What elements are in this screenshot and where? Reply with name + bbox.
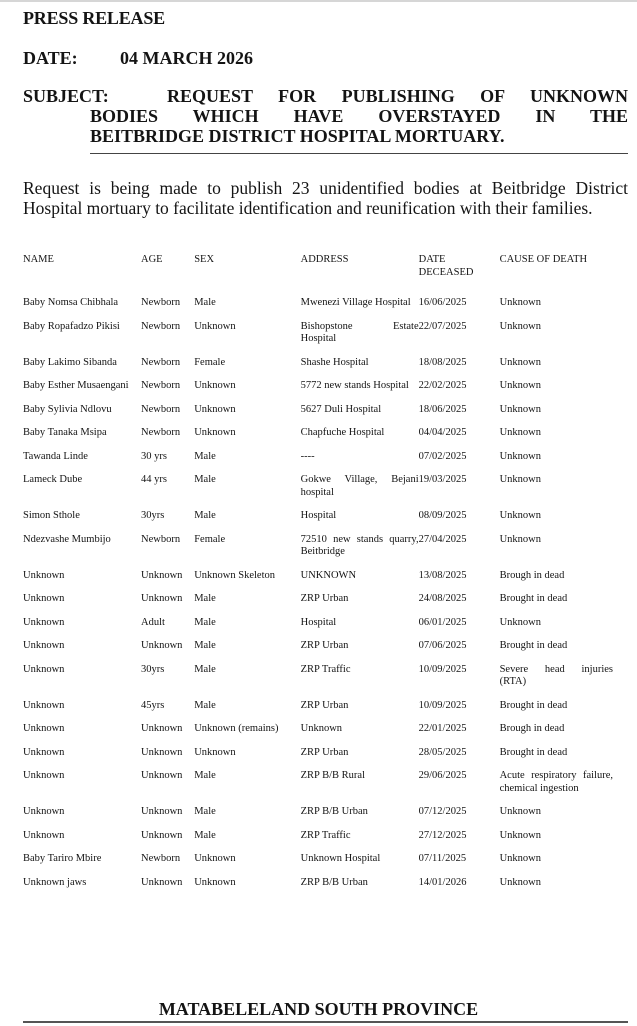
table-row [23, 664, 613, 700]
cell-age: Newborn [141, 427, 181, 438]
cell-name: Unknown [23, 663, 65, 675]
cell-date-deceased: 14/01/2026 [418, 876, 467, 888]
cell-address: Hospital [300, 616, 337, 628]
cell-address: Bishopstone Estate Hospital [300, 320, 419, 344]
cell-address: Chapfuche Hospital [300, 427, 385, 438]
cell-sex: Male [194, 474, 216, 485]
cell-date-deceased: 10/09/2025 [418, 699, 467, 711]
cell-name: Unknown [23, 770, 65, 781]
cell-sex: Male [194, 616, 216, 628]
cell-date-deceased: 18/06/2025 [418, 403, 467, 415]
cell-sex: Male [194, 640, 216, 651]
cell-age: 44 yrs [141, 474, 167, 485]
cell-cause-of-death: Unknown [499, 403, 542, 415]
date-label: DATE: [23, 48, 78, 68]
cell-cause-of-death: Unknown [499, 427, 542, 438]
cell-sex: Unknown [194, 746, 236, 758]
table-row [23, 640, 613, 664]
cell-date-deceased: 28/05/2025 [418, 746, 467, 758]
cell-address: Hospital [300, 510, 337, 521]
cell-address: ZRP Urban [300, 640, 349, 651]
table-row [23, 770, 613, 806]
cell-address: ZRP B/B Urban [300, 806, 368, 817]
footer-rule [23, 1021, 628, 1023]
cell-age: Newborn [141, 380, 181, 391]
cell-date-deceased: 07/11/2025 [418, 853, 467, 864]
cell-date-deceased: 22/02/2025 [418, 380, 467, 391]
cell-name: Unknown [23, 593, 65, 604]
table-row [23, 380, 613, 404]
cell-date-deceased: 13/08/2025 [418, 569, 467, 581]
cell-date-deceased: 27/12/2025 [418, 829, 467, 841]
header-cause-of-death: CAUSE OF DEATH [499, 254, 588, 265]
cell-date-deceased: 06/01/2025 [418, 616, 467, 628]
cell-name: Lameck Dube [23, 474, 83, 485]
subject-label: SUBJECT: [23, 86, 109, 106]
cell-name: Baby Nomsa Chibhala [23, 297, 119, 308]
header-age: AGE [141, 254, 163, 265]
cell-cause-of-death: Unknown [499, 853, 542, 864]
cell-address: ---- [300, 450, 315, 462]
cell-date-deceased: 16/06/2025 [418, 297, 467, 308]
cell-date-deceased: 29/06/2025 [418, 770, 467, 781]
cell-address: ZRP Urban [300, 699, 349, 711]
cell-name: Unknown [23, 616, 65, 628]
cell-age: Unknown [141, 770, 183, 781]
cell-sex: Male [194, 593, 216, 604]
cell-name: Simon Sthole [23, 510, 80, 521]
cell-date-deceased: 07/02/2025 [418, 450, 467, 462]
cell-age: Unknown [141, 723, 183, 734]
cell-age: Newborn [141, 853, 181, 864]
cell-age: Unknown [141, 746, 183, 758]
table-row [23, 617, 613, 641]
cell-sex: Unknown [194, 427, 236, 438]
cell-cause-of-death: Unknown [499, 616, 542, 628]
cell-cause-of-death: Brough in dead [499, 569, 565, 581]
cell-cause-of-death: Unknown [499, 806, 542, 817]
cell-sex: Male [194, 510, 216, 521]
cell-sex: Male [194, 699, 216, 711]
cell-sex: Unknown [194, 320, 236, 332]
cell-address: ZRP Urban [300, 746, 349, 758]
table-row [23, 451, 613, 475]
cell-cause-of-death: Unknown [499, 380, 542, 391]
cell-cause-of-death: Unknown [499, 297, 542, 308]
cell-name: Tawanda Linde [23, 450, 88, 462]
table-row [23, 806, 613, 830]
cell-age: Newborn [141, 297, 181, 308]
cell-date-deceased: 22/07/2025 [418, 320, 467, 332]
cell-age: Newborn [141, 533, 181, 545]
cell-name: Unknown jaws [23, 876, 87, 888]
header-sex: SEX [194, 254, 215, 265]
cell-cause-of-death: Unknown [499, 876, 542, 888]
table-row [23, 723, 613, 747]
cell-cause-of-death: Acute respiratory failure, chemical ingestion [499, 770, 613, 794]
cell-name: Baby Ropafadzo Pikisi [23, 320, 120, 332]
cell-sex: Female [194, 533, 226, 545]
cell-name: Unknown [23, 569, 65, 581]
cell-sex: Unknown [194, 876, 236, 888]
table-row [23, 830, 613, 854]
cell-sex: Male [194, 297, 216, 308]
cell-name: Ndezvashe Mumbijo [23, 533, 111, 545]
document-title: PRESS RELEASE [23, 8, 165, 28]
cell-date-deceased: 18/08/2025 [418, 356, 467, 368]
cell-age: Newborn [141, 320, 181, 332]
cell-cause-of-death: Brought in dead [499, 699, 568, 711]
cell-cause-of-death: Unknown [499, 533, 542, 545]
cell-age: Unknown [141, 593, 183, 604]
table-row [23, 877, 613, 901]
cell-cause-of-death: Severe head injuries (RTA) [499, 663, 613, 687]
cell-sex: Unknown Skeleton [194, 569, 275, 581]
cell-age: 30 yrs [141, 450, 167, 462]
header-address: ADDRESS [300, 254, 349, 265]
header-date-deceased: DATE DECEASED [418, 254, 474, 278]
table-row [23, 474, 613, 510]
cell-sex: Male [194, 806, 216, 817]
subject-line: BEITBRIDGE DISTRICT HOSPITAL MORTUARY. [90, 126, 505, 146]
table-row [23, 593, 613, 617]
table-header-row [23, 254, 613, 297]
unidentified-bodies-table [23, 254, 613, 900]
cell-sex: Male [194, 450, 216, 462]
table-row [23, 297, 613, 321]
cell-sex: Male [194, 770, 216, 781]
cell-cause-of-death: Unknown [499, 474, 542, 485]
cell-sex: Female [194, 356, 226, 368]
cell-cause-of-death: Unknown [499, 450, 542, 462]
cell-address: 72510 new stands quarry, Beitbridge [300, 533, 419, 557]
cell-sex: Unknown [194, 380, 236, 391]
cell-cause-of-death: Unknown [499, 829, 542, 841]
intro-paragraph: Request is being made to publish 23 unidentified bodies at Beitbridge District Hospital mortuary to facilitate identification and reunification with their families. [23, 178, 628, 218]
table-row [23, 570, 613, 594]
cell-address: ZRP Traffic [300, 663, 351, 675]
table-row [23, 853, 613, 877]
cell-cause-of-death: Brough in dead [499, 723, 565, 734]
cell-age: Unknown [141, 640, 183, 651]
cell-name: Baby Sylivia Ndlovu [23, 403, 112, 415]
cell-date-deceased: 19/03/2025 [418, 474, 467, 485]
cell-name: Unknown [23, 699, 65, 711]
table-row [23, 321, 613, 357]
cell-age: Unknown [141, 876, 183, 888]
cell-date-deceased: 07/06/2025 [418, 640, 467, 651]
date-value: 04 MARCH 2026 [120, 48, 253, 68]
cell-date-deceased: 07/12/2025 [418, 806, 467, 817]
cell-age: Adult [141, 616, 165, 628]
table-row [23, 357, 613, 381]
cell-age: 30yrs [141, 510, 165, 521]
header-name: NAME [23, 254, 54, 265]
cell-name: Unknown [23, 723, 65, 734]
cell-date-deceased: 10/09/2025 [418, 663, 467, 675]
cell-date-deceased: 22/01/2025 [418, 723, 467, 734]
table-row [23, 700, 613, 724]
cell-address: 5772 new stands Hospital [300, 380, 409, 391]
cell-address: Unknown [300, 723, 343, 734]
cell-address: ZRP B/B Urban [300, 876, 368, 888]
cell-sex: Male [194, 829, 216, 841]
cell-cause-of-death: Unknown [499, 510, 542, 521]
cell-sex: Unknown [194, 403, 236, 415]
province-footer: MATABELELAND SOUTH PROVINCE [158, 999, 479, 1019]
press-release-page [0, 2, 637, 1026]
cell-cause-of-death: Brought in dead [499, 593, 568, 604]
cell-name: Unknown [23, 746, 65, 758]
cell-address: Gokwe Village, Bejani hospital [300, 474, 419, 498]
cell-date-deceased: 24/08/2025 [418, 593, 467, 604]
cell-sex: Unknown [194, 853, 236, 864]
cell-address: Unknown Hospital [300, 853, 381, 864]
cell-address: Shashe Hospital [300, 356, 369, 368]
subject-underline [90, 153, 628, 154]
cell-date-deceased: 08/09/2025 [418, 510, 467, 521]
table-row [23, 534, 613, 570]
table-row [23, 510, 613, 534]
subject-line: REQUEST FOR PUBLISHING OF UNKNOWN [167, 86, 628, 106]
table-row [23, 747, 613, 771]
cell-age: Newborn [141, 356, 181, 368]
cell-date-deceased: 04/04/2025 [418, 427, 467, 438]
cell-name: Baby Tanaka Msipa [23, 427, 107, 438]
cell-name: Baby Tariro Mbire [23, 853, 102, 864]
cell-address: UNKNOWN [300, 569, 357, 581]
cell-cause-of-death: Brought in dead [499, 640, 568, 651]
cell-name: Unknown [23, 640, 65, 651]
cell-name: Unknown [23, 829, 65, 841]
cell-age: Unknown [141, 806, 183, 817]
cell-sex: Unknown (remains) [194, 723, 279, 734]
cell-cause-of-death: Unknown [499, 356, 542, 368]
cell-name: Unknown [23, 806, 65, 817]
cell-cause-of-death: Brought in dead [499, 746, 568, 758]
cell-name: Baby Lakimo Sibanda [23, 356, 117, 368]
date-line [23, 48, 253, 69]
cell-address: ZRP Urban [300, 593, 349, 604]
cell-date-deceased: 27/04/2025 [418, 533, 467, 545]
cell-name: Baby Esther Musaengani [23, 380, 129, 391]
cell-address: 5627 Duli Hospital [300, 403, 382, 415]
cell-address: ZRP B/B Rural [300, 770, 365, 781]
cell-age: 30yrs [141, 663, 165, 675]
cell-address: Mwenezi Village Hospital [300, 297, 411, 308]
cell-age: Unknown [141, 569, 183, 581]
cell-cause-of-death: Unknown [499, 320, 542, 332]
cell-age: Newborn [141, 403, 181, 415]
cell-age: Unknown [141, 829, 183, 841]
table-row [23, 404, 613, 428]
table-row [23, 427, 613, 451]
cell-address: ZRP Traffic [300, 829, 351, 841]
subject-line: BODIES WHICH HAVE OVERSTAYED IN THE [90, 106, 628, 126]
cell-age: 45yrs [141, 699, 165, 711]
cell-sex: Male [194, 663, 216, 675]
